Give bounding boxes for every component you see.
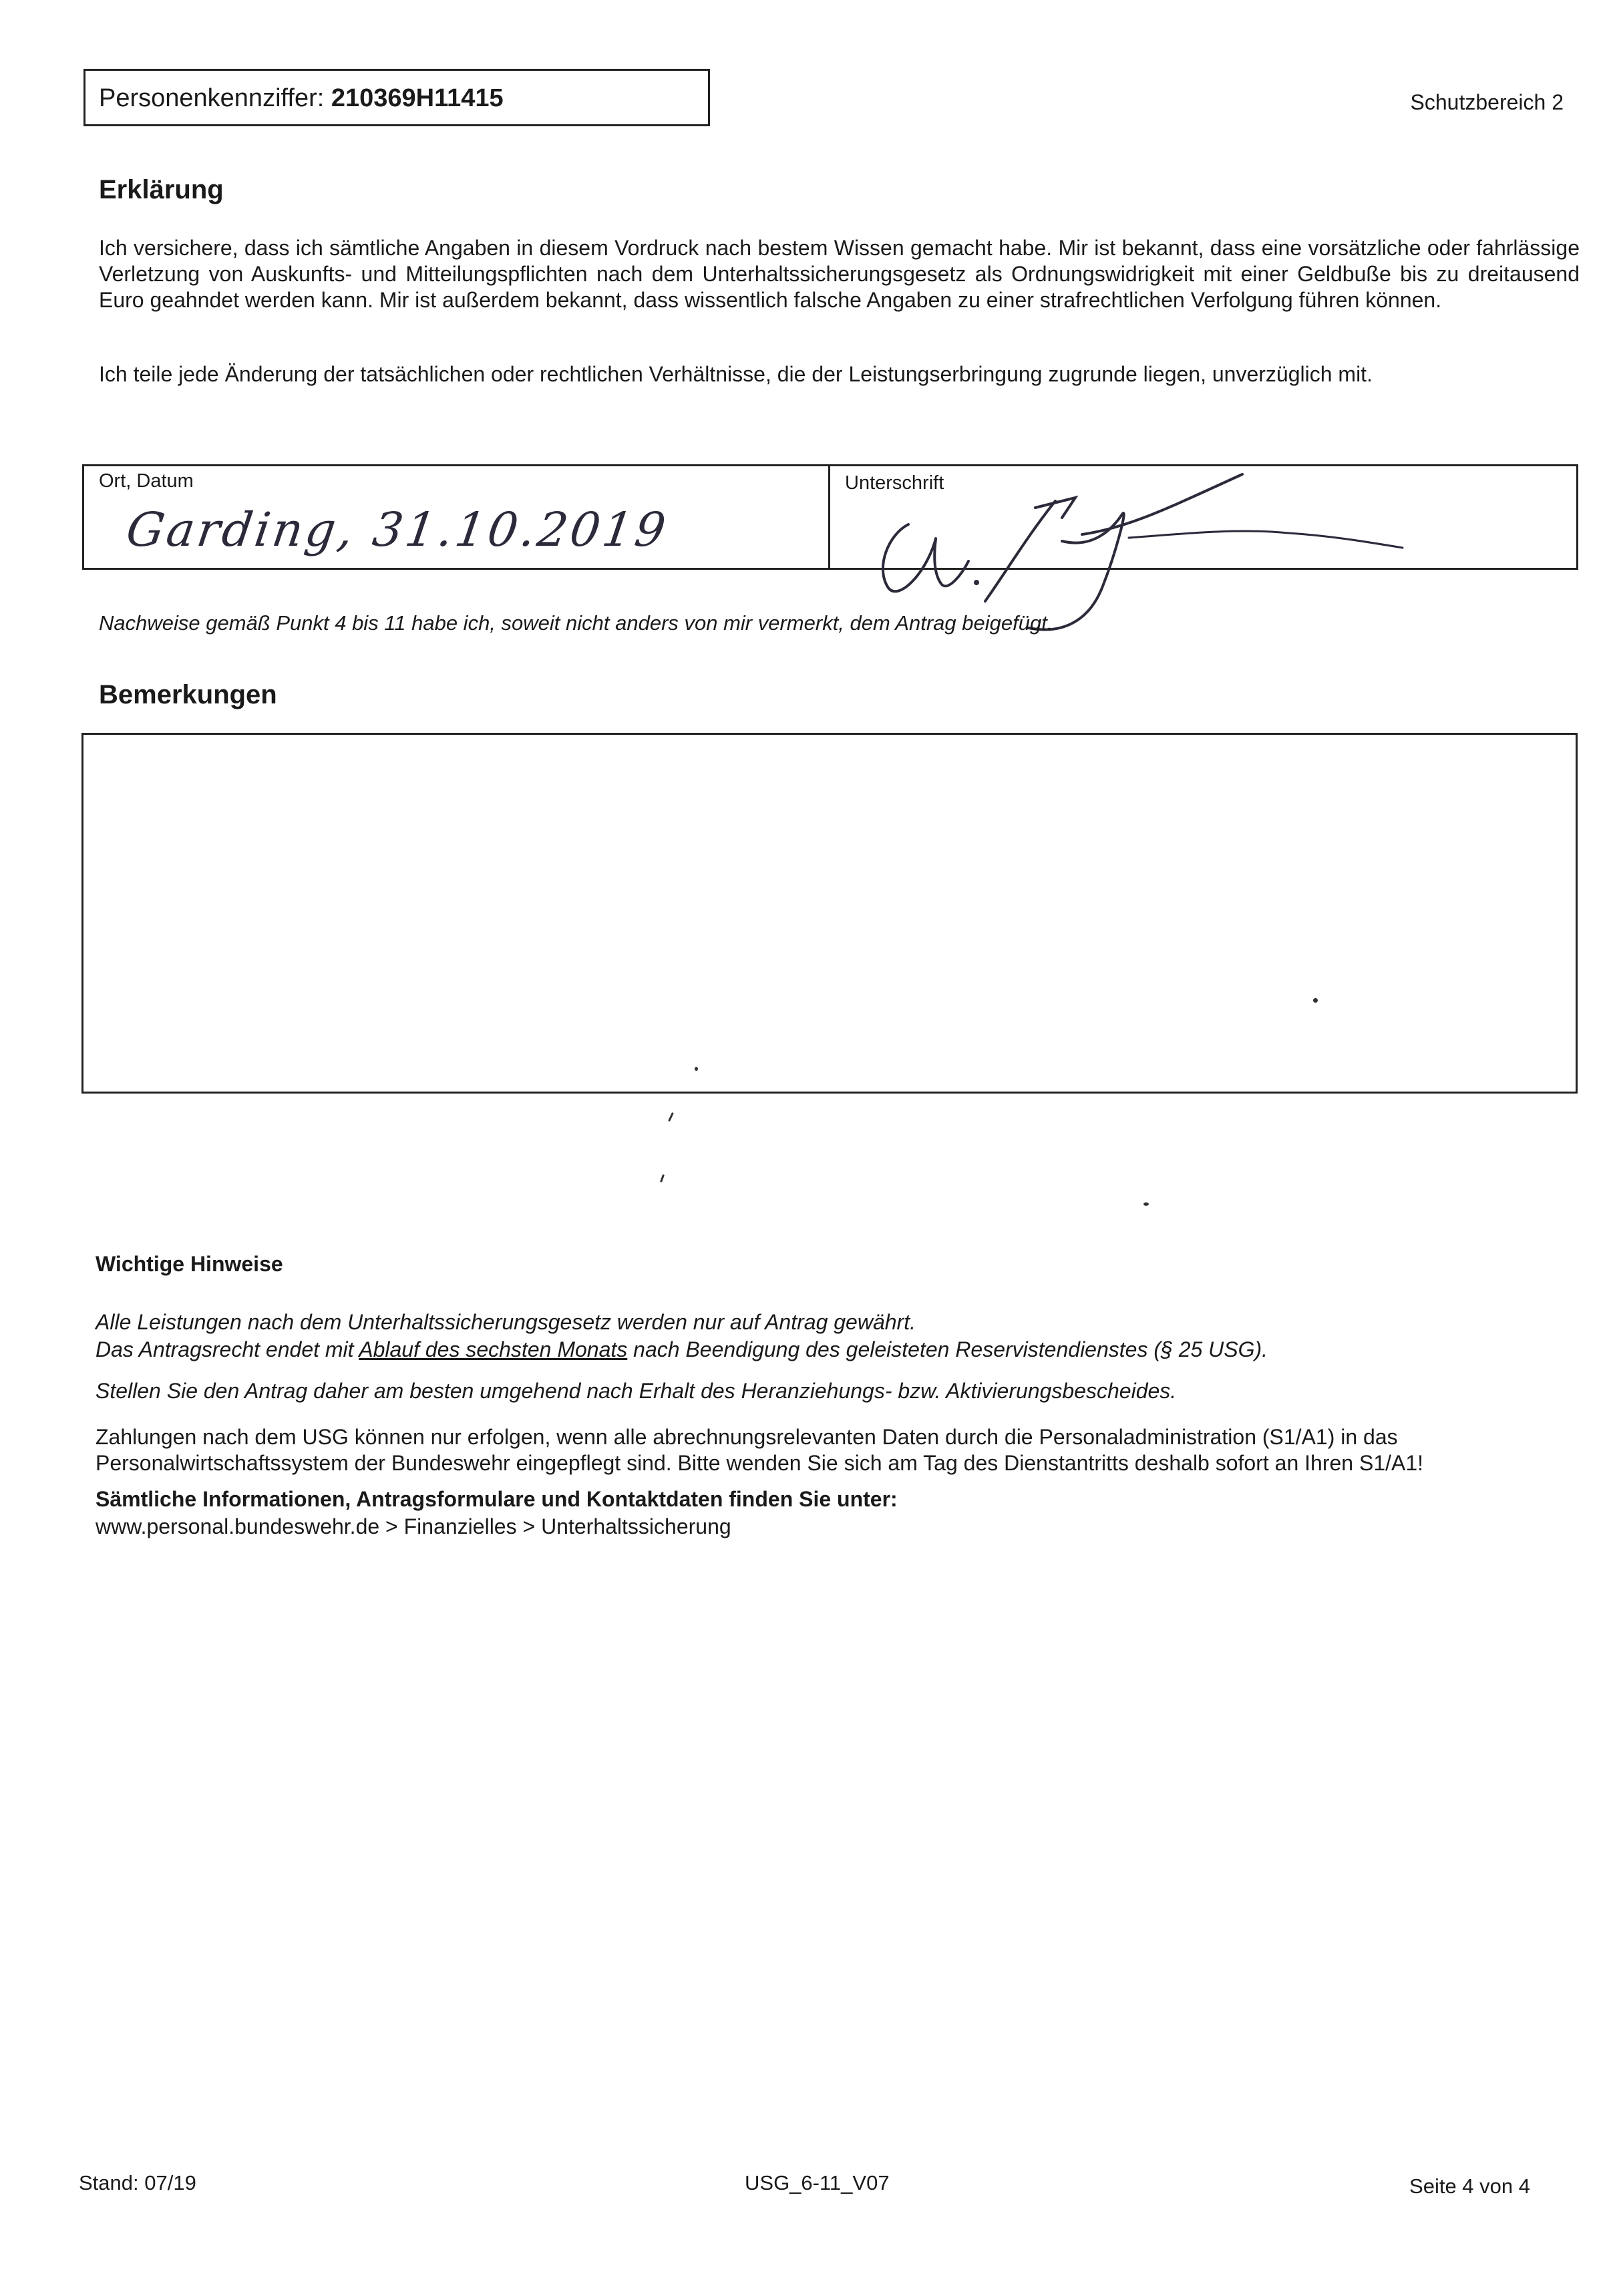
scan-speck [1143, 1202, 1149, 1206]
declaration-paragraph-2: Ich teile jede Änderung der tatsächlichen oder rechtlichen Verhältnisse, die der Leistungserbringung zugrunde liegen, unverzüglich mit. [99, 362, 1373, 386]
notes-line-2-pre: Das Antragsrecht endet mit [96, 1337, 359, 1361]
evidence-note: Nachweise gemäß Punkt 4 bis 11 habe ich, soweit nicht anders von mir vermerkt, dem Antrag beigefügt. [99, 611, 1053, 635]
remarks-title: Bemerkungen [99, 680, 277, 709]
place-date-field[interactable]: Garding, 31.10.2019 [123, 502, 672, 557]
scan-speck [1313, 998, 1318, 1003]
personal-id-box [83, 69, 710, 126]
notes-info-bold: Sämtliche Informationen, Antragsformulare und Kontaktdaten finden Sie unter: [96, 1487, 898, 1511]
scan-speck [668, 1112, 674, 1122]
place-date-label: Ort, Datum [99, 470, 194, 492]
notes-line-4: Zahlungen nach dem USG können nur erfolgen, wenn alle abrechnungsrelevanten Daten durch die Personaladministration (S1/A1) in das Personalwirtschaftssystem der Bundeswehr eingepflegt sind. Bitte wenden Sie sich am Tag des Dienstantritts deshalb sofort an Ihren S1/A1! [96, 1425, 1424, 1475]
notes-line-3: Stellen Sie den Antrag daher am besten umgehend nach Erhalt des Heranziehungs- bzw. Aktivierungsbescheides. [96, 1379, 1177, 1403]
scan-speck [660, 1174, 665, 1182]
declaration-title: Erklärung [99, 175, 224, 204]
remarks-field[interactable] [81, 733, 1578, 1094]
protection-level: Schutzbereich 2 [1410, 90, 1564, 114]
notes-line-2-post: nach Beendigung des geleisteten Reservistendienstes (§ 25 USG). [627, 1337, 1268, 1361]
signature-divider [828, 464, 830, 570]
notes-line-2-underlined: Ablauf des sechsten Monats [359, 1337, 628, 1361]
personal-id-label: Personenkennziffer: [99, 84, 325, 112]
personal-id-value: 210369H11415 [331, 84, 504, 112]
footer-page: Seite 4 von 4 [1409, 2174, 1530, 2198]
footer-stand: Stand: 07/19 [79, 2171, 196, 2194]
footer-form-id: USG_6-11_V07 [745, 2171, 890, 2194]
notes-line-1: Alle Leistungen nach dem Unterhaltssicherungsgesetz werden nur auf Antrag gewährt. [96, 1310, 916, 1334]
notes-info-link[interactable]: www.personal.bundeswehr.de > Finanzielles > Unterhaltssicherung [96, 1514, 731, 1538]
declaration-paragraph-1: Ich versichere, dass ich sämtliche Angaben in diesem Vordruck nach bestem Wissen gemacht habe. Mir ist bekannt, dass eine vorsätzliche oder fahrlässige Verletzung von Auskunfts- und Mitteilungspflichten nach dem Unterhaltssicherungsgesetz als Ordnungswidrigkeit mit einer Geldbuße bis zu dreitausend Euro geahndet werden kann. Mir ist außerdem bekannt, dass wissentlich falsche Angaben zu einer strafrechtlichen Verfolgung führen können. [99, 236, 1580, 312]
signature-label: Unterschrift [845, 472, 944, 494]
notes-line-2 [96, 1337, 1565, 1363]
scan-speck [695, 1067, 698, 1071]
notes-title: Wichtige Hinweise [96, 1252, 283, 1276]
